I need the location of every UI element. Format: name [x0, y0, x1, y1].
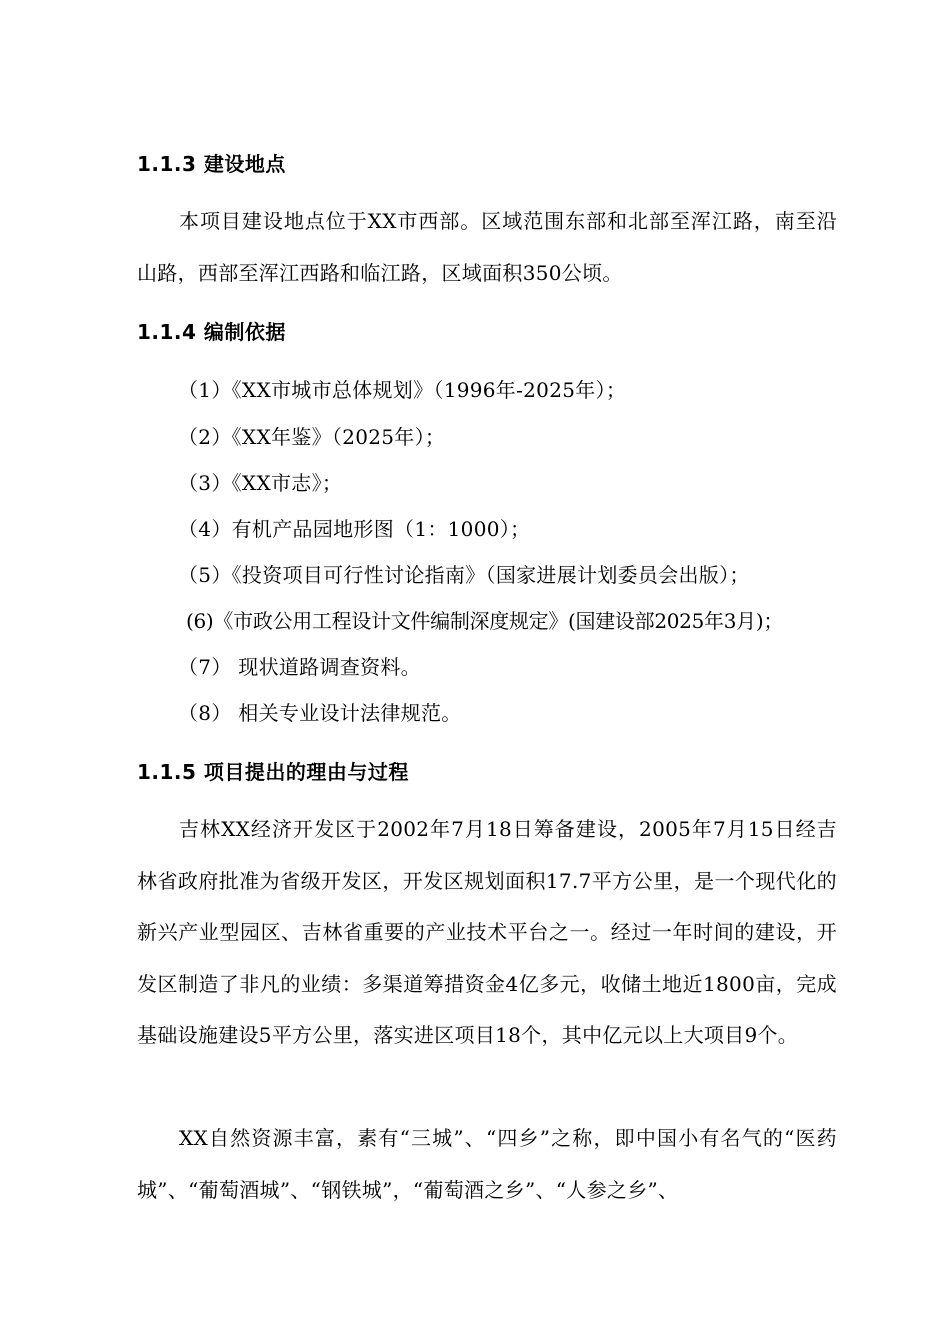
basis-list-item: （4）有机产品园地形图（1：1000）；: [178, 517, 531, 541]
basis-list-item: （2）《XX年鉴》（2025年）；: [178, 425, 446, 449]
paragraph-project-background: 吉林XX经济开发区于2002年7月18日筹备建设，2005年7月15日经吉林省政府批准为省级开发区，开发区规划面积17.7平方公里，是一个现代化的新兴产业型园区、吉林省重要的产业技术平台之一。经过一年时间的建设，开发区制造了非凡的业绩：多渠道筹措资金4亿多元，收储土地近1800亩，完成基础设施建设5平方公里，落实进区项目18个，其中亿元以上大项目9个。: [137, 817, 837, 1047]
basis-list-item: （5）《投资项目可行性讨论指南》（国家进展计划委员会出版）；: [178, 563, 750, 587]
paragraph-natural-resources: XX自然资源丰富，素有“三城”、“四乡”之称，即中国小有名气的“医药城”、“葡萄酒城”、“钢铁城”，“葡萄酒之乡”、“人参之乡”、: [137, 1126, 837, 1202]
basis-list-item: （7） 现状道路调查资料。: [178, 655, 421, 679]
basis-list-item: （1）《XX市城市总体规划》（1996年-2025年）；: [178, 378, 627, 402]
basis-list-item: （3）《XX市志》；: [178, 471, 343, 495]
section-heading-1-1-3: 1.1.3 建设地点: [137, 152, 286, 176]
paragraph-site-location: 本项目建设地点位于XX市西部。区域范围东部和北部至浑江路，南至沿山路，西部至浑江西路和临江路，区域面积350公顷。: [137, 209, 837, 285]
basis-list-item: （8） 相关专业设计法律规范。: [178, 701, 462, 725]
basis-list-item: (6)《市政公用工程设计文件编制深度规定》(国建设部2025年3月)；: [186, 609, 784, 633]
section-heading-1-1-4: 1.1.4 编制依据: [137, 320, 286, 344]
section-heading-1-1-5: 1.1.5 项目提出的理由与过程: [137, 760, 409, 784]
